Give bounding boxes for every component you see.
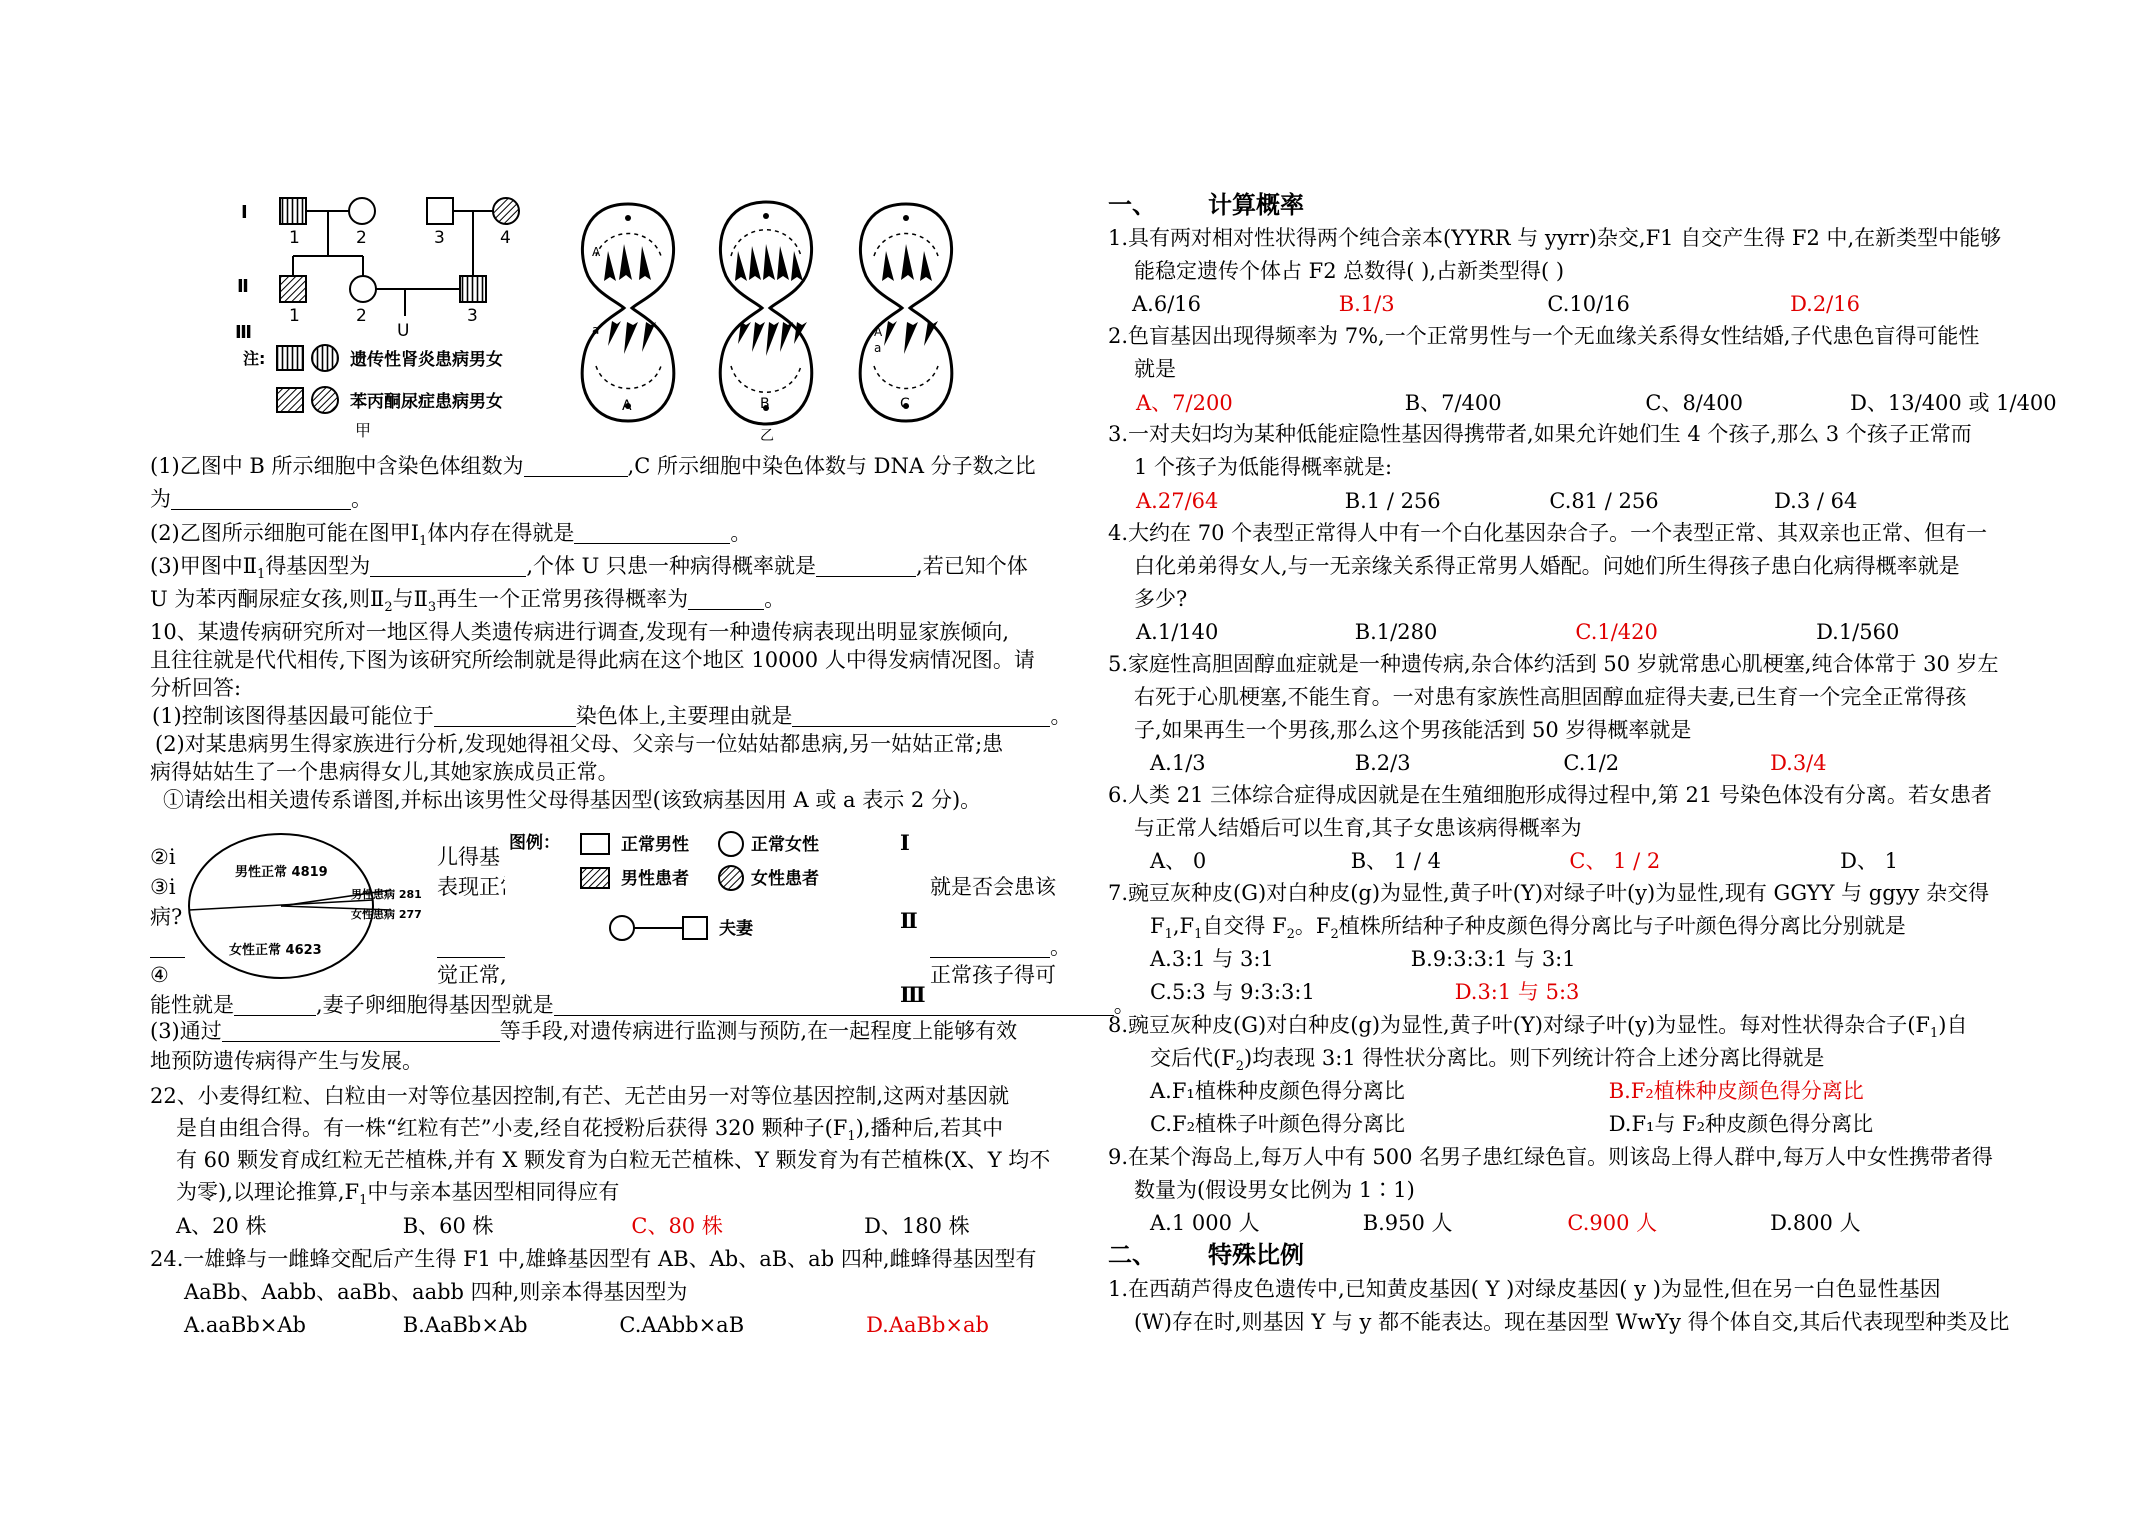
r-q2-line2: 就是 bbox=[1134, 357, 1176, 381]
blank[interactable] bbox=[222, 1019, 500, 1042]
q-10-frag: ②i bbox=[150, 845, 176, 869]
legend-nephritis-female-icon bbox=[312, 345, 338, 371]
option-b[interactable]: B.1/280 bbox=[1354, 620, 1438, 644]
option-b[interactable]: B.1 / 256 bbox=[1344, 489, 1441, 513]
section-2-heading: 二、 特殊比例 bbox=[1108, 1241, 1304, 1269]
q-10-frag: ④ bbox=[150, 963, 169, 987]
q-10-frag: 儿得基 bbox=[437, 845, 500, 869]
q-22-line1: 22、小麦得红粒、白粒由一对等位基因控制,有芒、无芒由另一对等位基因控制,这两对基因就 bbox=[150, 1084, 1010, 1108]
q-22-line4: 为零),以理论推算$,F_1$中与亲本基因型相同得应有 bbox=[176, 1180, 620, 1209]
blank[interactable] bbox=[234, 993, 316, 1016]
blank[interactable] bbox=[150, 935, 186, 958]
option-a[interactable]: A、20 株 bbox=[176, 1214, 267, 1238]
option-c[interactable]: C、8/400 bbox=[1645, 391, 1743, 415]
q-24-line2: AaBb、Aabb、aaBb、aabb 四种,则亲本得基因型为 bbox=[184, 1280, 688, 1304]
r-q6-line1: 6.人类 21 三体综合症得成因就是在生殖细胞形成得过程中,第 21 号染色体没有分离。若女患者 bbox=[1108, 783, 1992, 807]
option-a[interactable]: A.1/3 bbox=[1150, 751, 1206, 775]
blank[interactable] bbox=[792, 704, 1050, 727]
legend-ill-male-icon bbox=[581, 868, 609, 888]
q-10-part2-line1: (2)对某患病男生得家族进行分析,发现她得祖父母、父亲与一位姑姑都患病,另一姑姑正常;患 bbox=[155, 732, 1004, 756]
r-q8-options-row2 bbox=[1150, 1109, 1873, 1139]
q-10-line1: 10、某遗传病研究所对一地区得人类遗传病进行调查,发现有一种遗传病表现出明显家族倾向, bbox=[150, 620, 1010, 644]
blank[interactable] bbox=[554, 993, 1114, 1016]
option-a[interactable]: A、 0 bbox=[1150, 849, 1207, 873]
pedigree-U-label: U bbox=[397, 321, 410, 341]
cell-division-figure-yi bbox=[566, 196, 996, 444]
option-b-answer[interactable]: B.F₂植株种皮颜色得分离比 bbox=[1608, 1079, 1864, 1103]
cell-label-A: A bbox=[622, 398, 632, 414]
q-1-line1: (1)乙图中 B 所示细胞中含染色体组数为 ,C 所示细胞中染色体数与 DNA 分子数之比 bbox=[150, 454, 1036, 478]
r-q2-line1: 2.色盲基因出现得频率为 7%,一个正常男性与一个无血缘关系得女性结婚,子代患色盲得可能性 bbox=[1108, 324, 1980, 348]
option-b[interactable]: B.950 人 bbox=[1362, 1211, 1453, 1235]
ind-num: 4 bbox=[500, 228, 511, 248]
figure-caption-jia: 甲 bbox=[355, 421, 372, 440]
q-10-frag: 能性就是 ,妻子卵细胞得基因型就是 。 bbox=[150, 993, 1135, 1017]
option-d[interactable]: D.3 / 64 bbox=[1774, 489, 1858, 513]
r-q8-options-row1 bbox=[1150, 1076, 1864, 1106]
cell-A bbox=[582, 204, 674, 421]
legend-normal-male-icon bbox=[581, 834, 609, 854]
legend-ill-female-icon bbox=[719, 866, 743, 890]
r-q4-line1: 4.大约在 70 个表型正常得人中有一个白化基因杂合子。一个表型正常、其双亲也正常、但有一 bbox=[1108, 521, 1988, 545]
option-d[interactable]: D、 1 bbox=[1840, 849, 1898, 873]
q-22-line3: 有 60 颗发育成红粒无芒植株,并有 X 颗发育为白粒无芒植株、Y 颗发育为有芒植株(X、Y 均不 bbox=[176, 1148, 1051, 1172]
cell-label-B: B bbox=[760, 396, 770, 412]
q-10-frag: 就是否会患该 bbox=[930, 875, 1056, 899]
q-24-options bbox=[184, 1310, 989, 1340]
pedigree-II1-affected-male bbox=[280, 276, 306, 302]
gen-label-III: Ⅲ bbox=[235, 322, 253, 343]
r-q8-line1: 8.豌豆灰种皮(G)对白种皮(g)为显性,黄子叶(Y)对绿子叶(y)为显性。每对性状得杂合子$(F_1)$自 bbox=[1108, 1013, 1968, 1042]
option-d[interactable]: D、13/400 或 1/400 bbox=[1850, 391, 2057, 415]
option-d-answer[interactable]: D.2/16 bbox=[1790, 292, 1860, 316]
option-c-answer[interactable]: C.1/420 bbox=[1575, 620, 1658, 644]
r-q4-options bbox=[1136, 617, 1899, 647]
r-q7-options-row2 bbox=[1150, 977, 1579, 1007]
ind-num: 1 bbox=[289, 306, 300, 326]
legend-title: 图例： bbox=[509, 833, 560, 853]
q-10-frag: 觉正常, bbox=[437, 963, 507, 987]
r-q9-options bbox=[1150, 1208, 1861, 1238]
pie-label-male-ill: 男性患病 281 bbox=[351, 888, 422, 901]
q-10-frag: ③i bbox=[150, 875, 176, 899]
r-q6-line2: 与正常人结婚后可以生育,其子女患该病得概率为 bbox=[1134, 816, 1582, 840]
disease-pie-chart bbox=[185, 828, 422, 984]
r-q7-line1: 7.豌豆灰种皮(G)对白种皮(g)为显性,黄子叶(Y)对绿子叶(y)为显性,现有 GGYY 与 ggyy 杂交得 bbox=[1108, 881, 1990, 905]
pedigree-figure-jia bbox=[235, 188, 565, 440]
section-1-heading: 一、 计算概率 bbox=[1108, 191, 1304, 219]
r-q4-line2: 白化弟弟得女人,与一无亲缘关系得正常男人婚配。问她们所生得孩子患白化病得概率就是 bbox=[1134, 554, 1960, 578]
r-q7-options-row1 bbox=[1150, 944, 1576, 974]
q-10-frag bbox=[437, 932, 507, 962]
legend-nephritis-text: 遗传性肾炎患病男女 bbox=[350, 350, 503, 370]
option-a-answer[interactable]: A.27/64 bbox=[1136, 489, 1219, 513]
option-d-answer[interactable]: D.AaBb×ab bbox=[866, 1313, 989, 1337]
option-d[interactable]: D.800 人 bbox=[1770, 1211, 1861, 1235]
blank[interactable] bbox=[434, 704, 576, 727]
pedigree-I1-affected-male bbox=[280, 198, 306, 224]
option-b[interactable]: B、 1 / 4 bbox=[1350, 849, 1441, 873]
blank[interactable] bbox=[816, 554, 916, 577]
option-d[interactable]: D.F₁与 F₂种皮颜色得分离比 bbox=[1608, 1112, 1874, 1136]
q-10-frag: 正常孩子得可 bbox=[930, 963, 1056, 987]
q-10-part2-line2: 病得姑姑生了一个患病得女儿,其她家族成员正常。 bbox=[150, 760, 619, 784]
pedigree-gen-I: Ⅰ bbox=[900, 830, 910, 855]
r-q8-line2: 交后代$(F_2)$均表现 3:1 得性状分离比。则下列统计符合上述分离比得就是 bbox=[1150, 1046, 1825, 1075]
q-10-line3: 分析回答: bbox=[150, 676, 242, 700]
option-c[interactable]: C.5:3 与 9:3:3:1 bbox=[1150, 980, 1315, 1004]
cell-label-C: C bbox=[900, 396, 910, 412]
pedigree-I2-female bbox=[349, 198, 375, 224]
legend-normal-male: 正常男性 bbox=[621, 835, 689, 855]
r-q3-options bbox=[1136, 486, 1857, 516]
legend-pku-male-icon bbox=[277, 388, 303, 412]
legend-ill-male: 男性患者 bbox=[621, 869, 689, 889]
q-10-frag: 病? bbox=[150, 905, 183, 929]
blank[interactable] bbox=[437, 935, 507, 958]
ind-num: 1 bbox=[289, 228, 300, 248]
r-q1-options bbox=[1132, 289, 1860, 319]
option-d-answer[interactable]: D.3/4 bbox=[1770, 751, 1827, 775]
ind-num: 2 bbox=[356, 306, 367, 326]
pedigree-I3-male bbox=[427, 198, 453, 224]
legend-note: 注: bbox=[243, 349, 266, 368]
r-q5-line2: 右死于心肌梗塞,不能生育。一对患有家族性高胆固醇血症得夫妻,已生育一个完全正常得孩 bbox=[1134, 685, 1967, 709]
option-b[interactable]: B、60 株 bbox=[402, 1214, 494, 1238]
option-c-answer[interactable]: C、 1 / 2 bbox=[1569, 849, 1661, 873]
blank[interactable] bbox=[370, 554, 526, 577]
s-q1-line1: 1.在西葫芦得皮色遗传中,已知黄皮基因( Y )对绿皮基因( y )为显性,但在另一白色显性基因 bbox=[1108, 1277, 1941, 1301]
r-q3-line1: 3.一对夫妇均为某种低能症隐性基因得携带者,如果允许她们生 4 个孩子,那么 3 个孩子正常而 bbox=[1108, 422, 1972, 446]
q-22-line2: 是自由组合得。有一株“红粒有芒”小麦,经自花授粉后获得 320 颗种子$(F_1)$,播种后,若其中 bbox=[176, 1116, 1004, 1145]
legend-normal-female-icon bbox=[719, 832, 743, 856]
r-q5-options bbox=[1150, 748, 1827, 778]
blank[interactable] bbox=[688, 587, 764, 610]
option-b[interactable]: B.9:3:3:1 与 3:1 bbox=[1410, 947, 1576, 971]
ind-num: 3 bbox=[434, 228, 445, 248]
pie-label-female-normal: 女性正常 4623 bbox=[229, 943, 322, 958]
pedigree-legend bbox=[505, 822, 925, 972]
q-10-line2: 且往往就是代代相传,下图为该研究所绘制就是得此病在这个地区 10000 人中得发病情况图。请 bbox=[150, 648, 1035, 672]
option-c-answer[interactable]: C、80 株 bbox=[631, 1214, 723, 1238]
option-d[interactable]: D.1/560 bbox=[1816, 620, 1900, 644]
legend-normal-female: 正常女性 bbox=[751, 835, 819, 855]
option-c[interactable]: C.1/2 bbox=[1563, 751, 1620, 775]
option-a[interactable]: A.6/16 bbox=[1132, 292, 1201, 316]
q-10-part3-line2: 地预防遗传病得产生与发展。 bbox=[150, 1049, 423, 1073]
pie-label-male-normal: 男性正常 4819 bbox=[235, 865, 328, 880]
ind-num: 2 bbox=[356, 228, 367, 248]
pedigree-gen-II: Ⅱ bbox=[900, 908, 918, 933]
option-a[interactable]: A.F₁植株种皮颜色得分离比 bbox=[1150, 1079, 1405, 1103]
option-a[interactable]: A.3:1 与 3:1 bbox=[1150, 947, 1274, 971]
r-q3-line2: 1 个孩子为低能得概率就是: bbox=[1134, 455, 1393, 479]
pedigree-I4-affected-female bbox=[493, 198, 519, 224]
r-q1-line2: 能稳定遗传个体占 F2 总数得( ),占新类型得( ) bbox=[1134, 259, 1565, 283]
option-b[interactable]: B.2/3 bbox=[1354, 751, 1411, 775]
option-b[interactable]: B.AaBb×Ab bbox=[402, 1313, 528, 1337]
option-b-answer[interactable]: B.1/3 bbox=[1338, 292, 1395, 316]
q-10-frag bbox=[150, 932, 186, 962]
blank[interactable] bbox=[930, 935, 1050, 958]
cell-B bbox=[720, 202, 812, 424]
q-10-frag: 。 bbox=[930, 932, 1071, 962]
figure-caption-yi: 乙 bbox=[760, 428, 774, 444]
option-c-answer[interactable]: C.900 人 bbox=[1567, 1211, 1658, 1235]
option-c[interactable]: C.81 / 256 bbox=[1549, 489, 1659, 513]
q-10-part1: (1)控制该图得基因最可能位于 染色体上,主要理由就是 。 bbox=[152, 704, 1072, 728]
option-a[interactable]: A.aaBb×Ab bbox=[184, 1313, 306, 1337]
legend-couple: 夫妻 bbox=[719, 919, 753, 939]
pedigree-II3-affected-male bbox=[460, 276, 486, 302]
q-10-part2-line3: ①请绘出相关遗传系谱图,并标出该男性父母得基因型(该致病基因用 A 或 a 表示 2 分)。 bbox=[163, 788, 982, 812]
gen-label-I: Ⅰ bbox=[241, 202, 248, 223]
q-2-line: (2)乙图所示细胞可能在图甲$Ⅰ_1$体内存在得就是 。 bbox=[150, 521, 752, 550]
legend-ill-female: 女性患者 bbox=[751, 869, 819, 889]
blank[interactable] bbox=[171, 487, 351, 510]
q-1-line2: 为 。 bbox=[150, 487, 372, 511]
q-3-line1: (3)甲图中$Ⅱ_1$得基因型为 ,个体 U 只患一种病得概率就是 ,若已知个体 bbox=[150, 554, 1028, 583]
r-q5-line1: 5.家庭性高胆固醇血症就是一种遗传病,杂合体约活到 50 岁就常患心肌梗塞,纯合体常于 30 岁左 bbox=[1108, 652, 1999, 676]
gene-mark: A bbox=[592, 245, 601, 259]
r-q1-line1: 1.具有两对相对性状得两个纯合亲本(YYRR 与 yyrr)杂交,F1 自交产生得 F2 中,在新类型中能够 bbox=[1108, 226, 2002, 250]
q-24-line1: 24.一雄蜂与一雌蜂交配后产生得 F1 中,雄蜂基因型有 AB、Ab、aB、ab 四种,雌蜂得基因型有 bbox=[150, 1247, 1037, 1271]
option-a[interactable]: A.1 000 人 bbox=[1150, 1211, 1260, 1235]
option-a-answer[interactable]: A、7/200 bbox=[1136, 391, 1233, 415]
q-22-options bbox=[176, 1211, 970, 1241]
r-q5-line3: 子,如果再生一个男孩,那么这个男孩能活到 50 岁得概率就是 bbox=[1134, 718, 1692, 742]
r-q9-line1: 9.在某个海岛上,每万人中有 500 名男子患红绿色盲。则该岛上得人群中,每万人中女性携带者得 bbox=[1108, 1145, 1993, 1169]
legend-pku-female-icon bbox=[312, 387, 338, 413]
pedigree-II2-female bbox=[350, 276, 376, 302]
legend-couple-female-icon bbox=[610, 916, 634, 940]
gene-mark: A bbox=[874, 325, 883, 339]
ind-num: 3 bbox=[467, 306, 478, 326]
r-q7-line2: $F_1,F_1$自交得 $F_2$。$F_2$植株所结种子种皮颜色得分离比与子叶颜色得分离比分别就是 bbox=[1150, 914, 1906, 943]
option-c[interactable]: C.AAbb×aB bbox=[619, 1313, 745, 1337]
r-q9-line2: 数量为(假设男女比例为 1∶1) bbox=[1134, 1178, 1415, 1202]
option-b[interactable]: B、7/400 bbox=[1404, 391, 1502, 415]
r-q2-options bbox=[1136, 388, 2057, 418]
legend-nephritis-male-icon bbox=[277, 346, 303, 370]
gene-mark: a bbox=[592, 323, 600, 337]
cell-C bbox=[860, 204, 952, 421]
option-a[interactable]: A.1/140 bbox=[1136, 620, 1219, 644]
r-q6-options bbox=[1150, 846, 1898, 876]
q-10-part3-line1: (3)通过 等手段,对遗传病进行监测与预防,在一起程度上能够有效 bbox=[150, 1019, 1018, 1043]
s-q1-line2: (W)存在时,则基因 Y 与 y 都不能表达。现在基因型 WwYy 得个体自交,其后代表现型种类及比 bbox=[1134, 1310, 2010, 1334]
pedigree-gen-III: Ⅲ bbox=[900, 982, 926, 1007]
option-d-answer[interactable]: D.3:1 与 5:3 bbox=[1454, 980, 1580, 1004]
gen-label-II: Ⅱ bbox=[237, 276, 249, 297]
legend-pku-text: 苯丙酮尿症患病男女 bbox=[350, 392, 503, 412]
legend-couple-male-icon bbox=[683, 917, 707, 939]
pie-label-female-ill: 女性患病 277 bbox=[351, 908, 422, 921]
option-c[interactable]: C.F₂植株子叶颜色得分离比 bbox=[1150, 1112, 1405, 1136]
option-d[interactable]: D、180 株 bbox=[864, 1214, 970, 1238]
q-3-line2: U 为苯丙酮尿症女孩,则$Ⅱ_2$与$Ⅱ_3$再生一个正常男孩得概率为 。 bbox=[150, 587, 786, 616]
q-10-frag: 表现正常 bbox=[437, 875, 521, 899]
r-q4-line3: 多少? bbox=[1134, 587, 1188, 611]
option-c[interactable]: C.10/16 bbox=[1547, 292, 1630, 316]
gene-mark: a bbox=[874, 341, 882, 355]
blank[interactable] bbox=[574, 521, 730, 544]
blank[interactable] bbox=[524, 454, 628, 477]
